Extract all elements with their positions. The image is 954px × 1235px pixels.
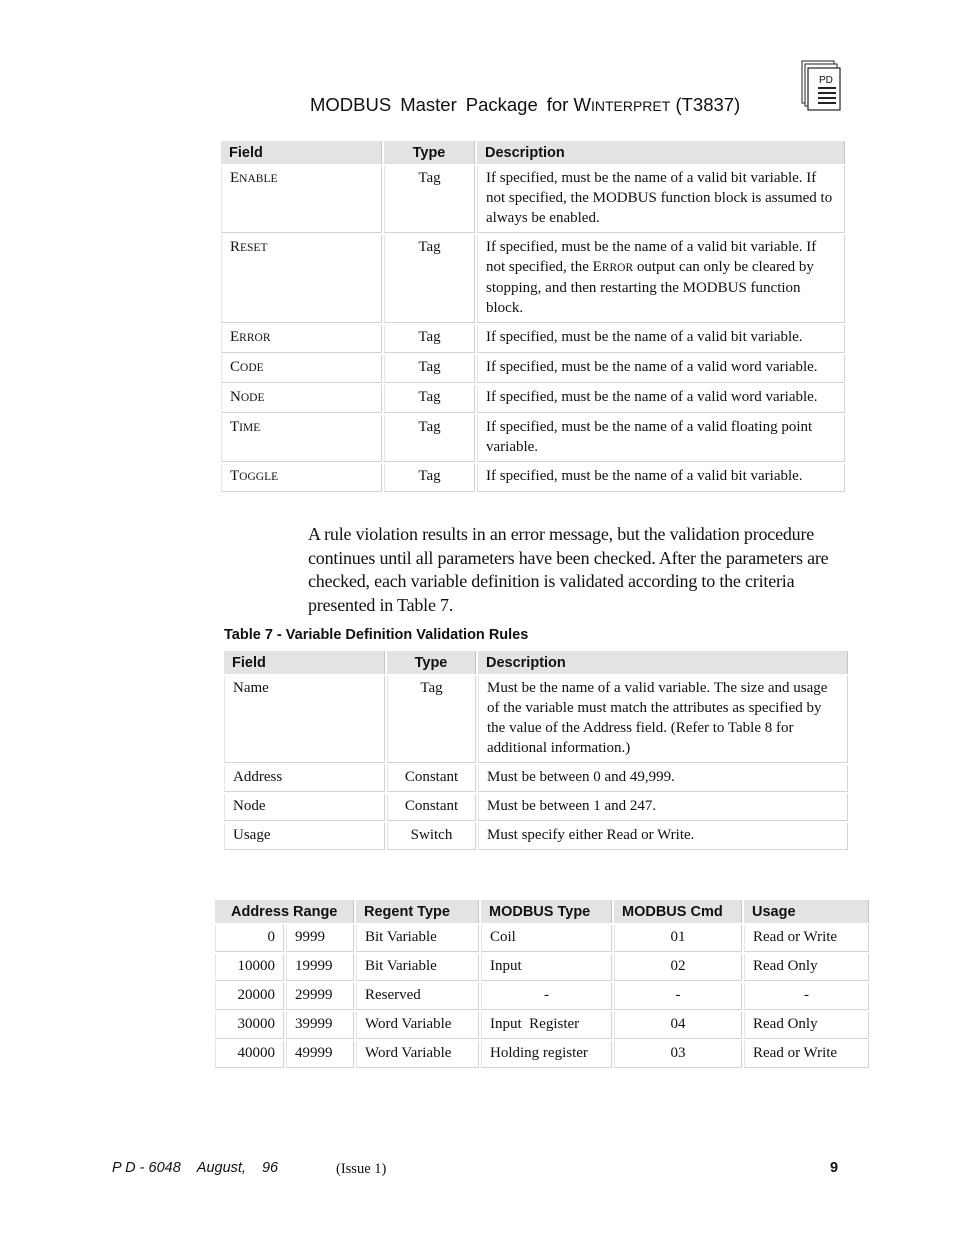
description-cell: If specified, must be the name of a valid word variable. xyxy=(477,385,845,413)
table-row xyxy=(221,235,845,323)
table-row xyxy=(215,925,869,952)
column-header-type: Type xyxy=(384,141,475,164)
modbus-cmd-cell: 03 xyxy=(614,1041,742,1068)
description-cell: If specified, must be the name of a valid bit variable. xyxy=(477,464,845,492)
regent-type-cell: Word Variable xyxy=(356,1012,479,1039)
header-word: for xyxy=(546,94,569,115)
column-header-field: Field xyxy=(221,141,382,164)
modbus-cmd-cell: 04 xyxy=(614,1012,742,1039)
table-row xyxy=(215,954,869,981)
table-row xyxy=(221,385,845,413)
type-cell: Tag xyxy=(384,415,475,462)
description-cell xyxy=(477,235,845,323)
column-header-description: Description xyxy=(477,141,845,164)
type-cell: Tag xyxy=(384,355,475,383)
type-cell: Tag xyxy=(384,166,475,233)
description-text: If specified, must be the name of a valid bit variable. If not specified, the xyxy=(486,239,817,275)
modbus-cmd-cell: - xyxy=(614,983,742,1010)
footer-document-info xyxy=(112,1160,294,1176)
field-cell: Name xyxy=(224,676,385,763)
field-initial: C xyxy=(230,359,241,375)
type-cell: Tag xyxy=(387,676,476,763)
logo-text: PD xyxy=(819,75,833,86)
address-map-table xyxy=(213,898,871,1070)
table-row xyxy=(215,1041,869,1068)
header-word: Master xyxy=(400,94,457,115)
field-cell xyxy=(221,355,382,383)
usage-cell: Read Only xyxy=(744,1012,869,1039)
type-cell: Switch xyxy=(387,823,476,850)
pd-document-logo-icon xyxy=(801,60,841,112)
page-number: 9 xyxy=(830,1160,839,1176)
table-header-row xyxy=(215,900,869,923)
description-cell: If specified, must be the name of a valid word variable. xyxy=(477,355,845,383)
table-header-row xyxy=(224,651,848,674)
field-initial: T xyxy=(230,419,240,435)
field-rest: OGGLE xyxy=(239,471,279,483)
type-cell: Tag xyxy=(384,235,475,323)
address-end-cell: 49999 xyxy=(286,1041,354,1068)
type-cell: Constant xyxy=(387,765,476,792)
address-start-cell: 20000 xyxy=(215,983,284,1010)
field-rest: ESET xyxy=(240,242,268,254)
footer-year: 96 xyxy=(261,1160,279,1176)
description-cell: Must specify either Read or Write. xyxy=(478,823,848,850)
description-cell: If specified, must be the name of a valid floating point variable. xyxy=(477,415,845,462)
table-row xyxy=(224,823,848,850)
column-header-description: Description xyxy=(478,651,848,674)
description-cell: If specified, must be the name of a valid bit variable. If not specified, the MODBUS function block is assumed to always be enabled. xyxy=(477,166,845,233)
usage-cell: Read or Write xyxy=(744,1041,869,1068)
regent-type-cell: Bit Variable xyxy=(356,954,479,981)
address-end-cell: 29999 xyxy=(286,983,354,1010)
description-smallcaps-rest: RROR xyxy=(601,262,634,274)
description-cell: Must be between 1 and 247. xyxy=(478,794,848,821)
table-row xyxy=(224,794,848,821)
field-initial: R xyxy=(230,239,241,255)
footer-doc-number: P D - 6048 xyxy=(112,1160,181,1176)
field-cell xyxy=(221,415,382,462)
header-product-initial: W xyxy=(573,94,591,115)
modbus-type-cell: - xyxy=(481,983,612,1010)
regent-type-cell: Reserved xyxy=(356,983,479,1010)
field-cell: Node xyxy=(224,794,385,821)
address-end-cell: 9999 xyxy=(286,925,354,952)
field-rest: IME xyxy=(239,422,261,434)
description-text: output can only be cleared by stopping, and then restarting the MODBUS function block. xyxy=(486,259,814,316)
header-product-code: (T3837) xyxy=(675,94,741,115)
field-initial: T xyxy=(230,468,240,484)
parameter-validation-table xyxy=(219,139,847,494)
modbus-type-cell: Holding register xyxy=(481,1041,612,1068)
type-cell: Tag xyxy=(384,385,475,413)
column-header-modbus-cmd: MODBUS Cmd xyxy=(614,900,742,923)
modbus-type-cell: Input Register xyxy=(481,1012,612,1039)
address-end-cell: 39999 xyxy=(286,1012,354,1039)
table-row xyxy=(224,765,848,792)
usage-cell: Read Only xyxy=(744,954,869,981)
modbus-cmd-cell: 02 xyxy=(614,954,742,981)
field-cell xyxy=(221,166,382,233)
modbus-type-cell: Coil xyxy=(481,925,612,952)
description-smallcaps-initial: E xyxy=(592,259,602,275)
column-header-regent-type: Regent Type xyxy=(356,900,479,923)
table-row xyxy=(215,1012,869,1039)
footer-issue: (Issue 1) xyxy=(336,1161,387,1177)
usage-cell: Read or Write xyxy=(744,925,869,952)
field-initial: E xyxy=(230,170,240,186)
field-cell xyxy=(221,385,382,413)
table-header-row xyxy=(221,141,845,164)
modbus-type-cell: Input xyxy=(481,954,612,981)
table-row xyxy=(221,355,845,383)
description-cell: Must be the name of a valid variable. The size and usage of the variable must match the attributes as specified by the value of the Address field. (Refer to Table 8 for additional information.) xyxy=(478,676,848,763)
variable-definition-table xyxy=(222,649,850,852)
address-end-cell: 19999 xyxy=(286,954,354,981)
description-cell: Must be between 0 and 49,999. xyxy=(478,765,848,792)
field-rest: RROR xyxy=(239,332,271,344)
field-rest: NABLE xyxy=(239,173,278,185)
field-rest: ODE xyxy=(240,392,265,404)
modbus-cmd-cell: 01 xyxy=(614,925,742,952)
field-cell: Usage xyxy=(224,823,385,850)
address-start-cell: 30000 xyxy=(215,1012,284,1039)
footer-month: August, xyxy=(196,1160,246,1176)
header-word: MODBUS xyxy=(310,94,392,115)
regent-type-cell: Bit Variable xyxy=(356,925,479,952)
table-7-caption: Table 7 - Variable Definition Validation Rules xyxy=(224,627,529,643)
address-start-cell: 0 xyxy=(215,925,284,952)
table-row xyxy=(221,464,845,492)
page-header-title xyxy=(310,94,740,116)
description-cell: If specified, must be the name of a valid bit variable. xyxy=(477,325,845,353)
table-row xyxy=(221,325,845,353)
field-rest: ODE xyxy=(240,362,264,374)
regent-type-cell: Word Variable xyxy=(356,1041,479,1068)
column-header-field: Field xyxy=(224,651,385,674)
table-row xyxy=(224,676,848,763)
field-initial: N xyxy=(230,389,241,405)
field-cell xyxy=(221,464,382,492)
body-paragraph: A rule violation results in an error message, but the validation procedure continues until all parameters have been checked. After the parameters are checked, each variable definition is validated according to the criteria presented in Table 7. xyxy=(308,524,829,615)
address-start-cell: 10000 xyxy=(215,954,284,981)
type-cell: Tag xyxy=(384,325,475,353)
field-cell xyxy=(221,235,382,323)
address-start-cell: 40000 xyxy=(215,1041,284,1068)
field-cell xyxy=(221,325,382,353)
header-word: Package xyxy=(465,94,538,115)
usage-cell: - xyxy=(744,983,869,1010)
table-row xyxy=(221,415,845,462)
table-row xyxy=(215,983,869,1010)
column-header-address-range: Address Range xyxy=(215,900,354,923)
type-cell: Constant xyxy=(387,794,476,821)
header-product-rest: INTERPRET xyxy=(590,98,671,114)
column-header-usage: Usage xyxy=(744,900,869,923)
field-initial: E xyxy=(230,329,240,345)
field-cell: Address xyxy=(224,765,385,792)
column-header-type: Type xyxy=(387,651,476,674)
type-cell: Tag xyxy=(384,464,475,492)
table-row xyxy=(221,166,845,233)
column-header-modbus-type: MODBUS Type xyxy=(481,900,612,923)
